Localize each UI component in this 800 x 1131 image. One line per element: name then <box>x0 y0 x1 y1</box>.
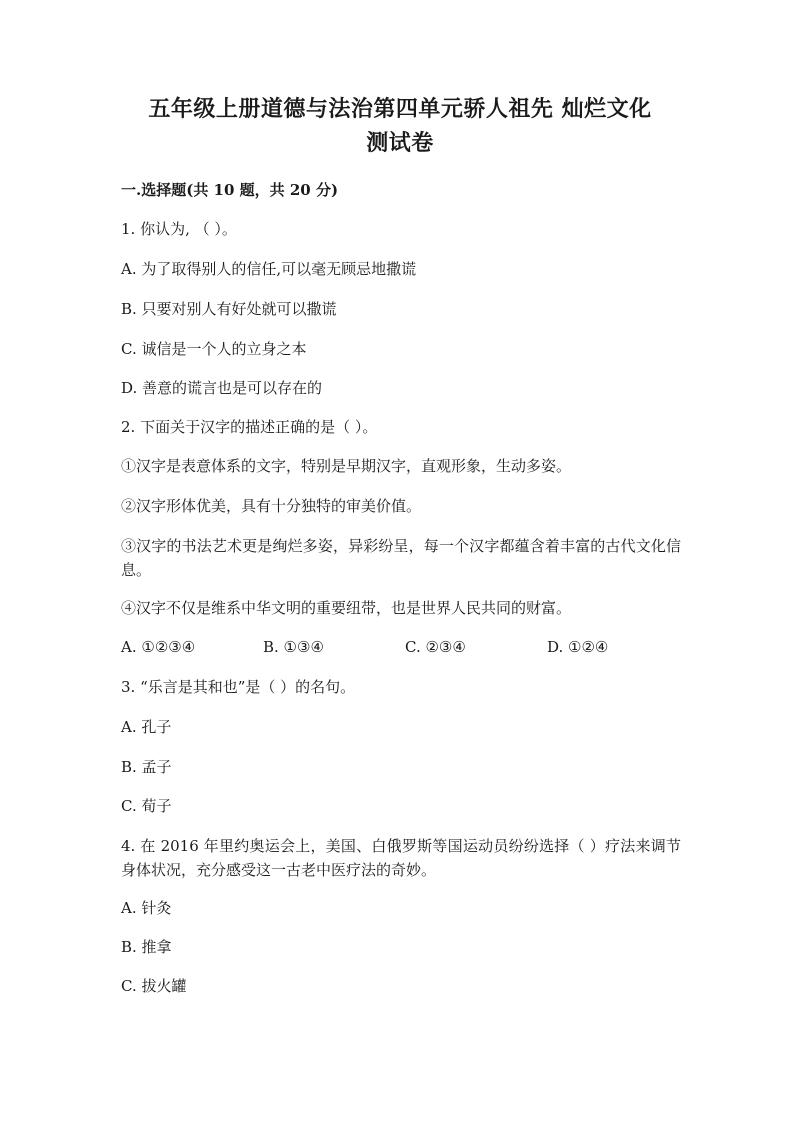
question-2-statement-1: ①汉字是表意体系的文字，特别是早期汉字，直观形象，生动多姿。 <box>121 457 572 475</box>
question-4-option-a: A. 针灸 <box>121 899 172 917</box>
page-title <box>100 92 700 160</box>
question-1-option-b: B. 只要对别人有好处就可以撒谎 <box>121 300 337 318</box>
question-1-option-a: A. 为了取得别人的信任,可以毫无顾忌地撒谎 <box>121 260 417 278</box>
question-2-statement-4: ④汉字不仅是维系中华文明的重要纽带，也是世界人民共同的财富。 <box>121 599 572 617</box>
question-1-stem: 1. 你认为, （ ）。 <box>121 220 237 238</box>
question-2-option-c: C. ②③④ <box>405 638 466 656</box>
question-1-option-d: D. 善意的谎言也是可以存在的 <box>121 379 323 397</box>
question-3-option-a: A. 孔子 <box>121 718 172 736</box>
question-4-stem: 4. 在 2016 年里约奥运会上，美国、白俄罗斯等国运动员纷纷选择（ ）疗法来调节身体状况，充分感受这一古老中医疗法的奇妙。 <box>121 837 681 879</box>
question-2-option-b: B. ①③④ <box>263 638 324 656</box>
question-2-option-a: A. ①②③④ <box>121 638 196 656</box>
question-4-option-b: B. 推拿 <box>121 938 172 956</box>
question-3-option-b: B. 孟子 <box>121 758 172 776</box>
question-2-stem: 2. 下面关于汉字的描述正确的是（ ）。 <box>121 418 378 436</box>
question-2-option-d: D. ①②④ <box>547 638 609 656</box>
title-line-2: 测试卷 <box>366 130 434 156</box>
section-heading: 一.选择题(共 10 题，共 20 分) <box>121 181 339 199</box>
question-3-stem: 3. “乐言是其和也”是（ ）的名句。 <box>121 678 356 696</box>
question-2-options <box>121 636 681 658</box>
question-3-option-c: C. 荀子 <box>121 797 172 815</box>
question-2-statement-2: ②汉字形体优美，具有十分独特的审美价值。 <box>121 497 422 515</box>
question-4-option-c: C. 拔火罐 <box>121 977 187 995</box>
question-1-option-c: C. 诚信是一个人的立身之本 <box>121 340 307 358</box>
question-2-statement-3: ③汉字的书法艺术更是绚烂多姿，异彩纷呈，每一个汉字都蕴含着丰富的古代文化信息。 <box>121 537 681 579</box>
title-line-1: 五年级上册道德与法治第四单元骄人祖先 灿烂文化 <box>148 96 652 122</box>
